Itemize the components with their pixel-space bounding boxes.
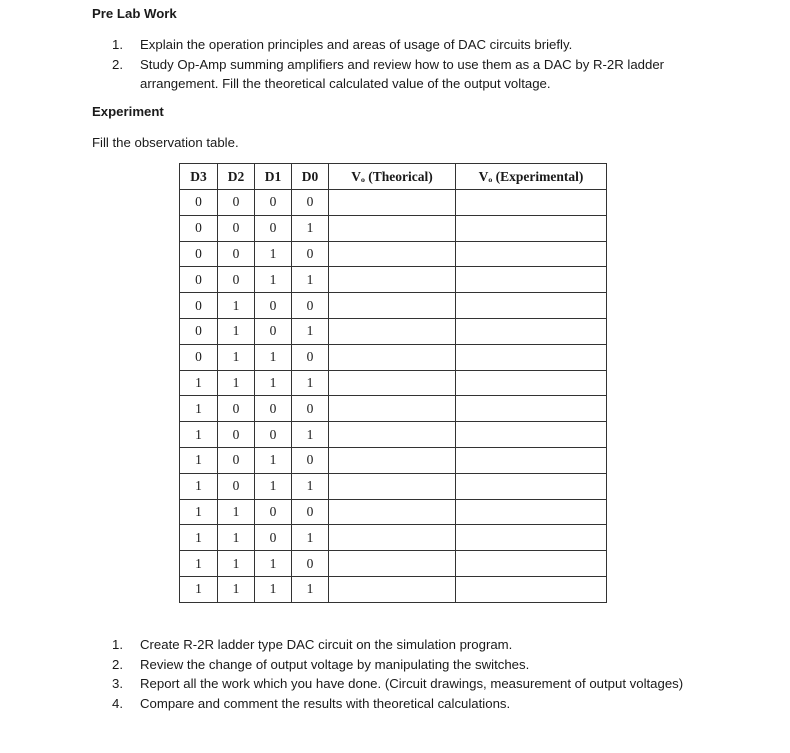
cell-d0: 0 [292, 447, 329, 473]
cell-d1: 1 [255, 241, 292, 267]
header-d2: D2 [218, 164, 255, 190]
table-row [180, 525, 607, 551]
list-number: 4. [112, 695, 123, 711]
cell-vo-theorical[interactable] [329, 473, 456, 499]
cell-d0: 1 [292, 370, 329, 396]
cell-d2: 0 [218, 473, 255, 499]
cell-d1: 1 [255, 344, 292, 370]
list-number: 3. [112, 676, 123, 691]
cell-d2: 0 [218, 267, 255, 293]
table-body [180, 190, 607, 603]
cell-d1: 0 [255, 190, 292, 216]
cell-d0: 0 [292, 396, 329, 422]
cell-vo-experimental[interactable] [456, 370, 607, 396]
list-text: Create R-2R ladder type DAC circuit on the simulation program. [140, 637, 513, 652]
list-item [112, 35, 712, 55]
table-row [180, 215, 607, 241]
list-number: 1. [112, 637, 123, 652]
list-number: 2. [112, 56, 123, 72]
cell-vo-theorical[interactable] [329, 370, 456, 396]
list-item [112, 674, 712, 694]
cell-d3: 1 [180, 551, 218, 577]
procedure-list [112, 635, 712, 713]
cell-d1: 0 [255, 215, 292, 241]
cell-vo-theorical[interactable] [329, 241, 456, 267]
cell-d3: 1 [180, 422, 218, 448]
cell-vo-experimental[interactable] [456, 525, 607, 551]
cell-d0: 1 [292, 576, 329, 602]
cell-vo-experimental[interactable] [456, 190, 607, 216]
cell-d1: 1 [255, 447, 292, 473]
cell-d1: 1 [255, 267, 292, 293]
cell-d1: 0 [255, 499, 292, 525]
cell-d2: 1 [218, 551, 255, 577]
table-row [180, 473, 607, 499]
cell-d2: 0 [218, 396, 255, 422]
cell-d2: 1 [218, 576, 255, 602]
cell-d2: 1 [218, 318, 255, 344]
cell-d3: 1 [180, 576, 218, 602]
cell-vo-experimental[interactable] [456, 215, 607, 241]
cell-d2: 0 [218, 422, 255, 448]
cell-vo-experimental[interactable] [456, 396, 607, 422]
cell-d2: 0 [218, 241, 255, 267]
cell-d1: 1 [255, 576, 292, 602]
cell-d2: 1 [218, 499, 255, 525]
cell-vo-experimental[interactable] [456, 318, 607, 344]
cell-vo-experimental[interactable] [456, 241, 607, 267]
cell-d3: 0 [180, 241, 218, 267]
cell-d2: 1 [218, 370, 255, 396]
table-row [180, 576, 607, 602]
cell-d3: 0 [180, 318, 218, 344]
list-text: Review the change of output voltage by manipulating the switches. [140, 656, 530, 672]
cell-d0: 0 [292, 293, 329, 319]
list-number: 2. [112, 656, 123, 672]
cell-d1: 1 [255, 473, 292, 499]
cell-d0: 0 [292, 241, 329, 267]
table-row [180, 241, 607, 267]
cell-d1: 0 [255, 293, 292, 319]
cell-d0: 1 [292, 267, 329, 293]
table-row [180, 344, 607, 370]
observation-table [179, 163, 607, 603]
cell-d0: 0 [292, 551, 329, 577]
cell-vo-experimental[interactable] [456, 422, 607, 448]
table-header-row [180, 164, 607, 190]
cell-d1: 0 [255, 525, 292, 551]
cell-vo-theorical[interactable] [329, 215, 456, 241]
cell-vo-experimental[interactable] [456, 551, 607, 577]
header-vo-experimental: Vₒ (Experimental) [456, 164, 607, 190]
prelab-list [112, 35, 712, 94]
cell-vo-theorical[interactable] [329, 190, 456, 216]
list-text: Compare and comment the results with theoretical calculations. [140, 695, 511, 711]
table-row [180, 190, 607, 216]
list-item [112, 55, 712, 94]
cell-vo-experimental[interactable] [456, 293, 607, 319]
cell-d0: 0 [292, 190, 329, 216]
list-item [112, 694, 712, 714]
cell-d3: 1 [180, 396, 218, 422]
cell-vo-experimental[interactable] [456, 576, 607, 602]
cell-d2: 0 [218, 447, 255, 473]
cell-d3: 1 [180, 499, 218, 525]
cell-d3: 0 [180, 215, 218, 241]
cell-d0: 1 [292, 318, 329, 344]
cell-d0: 1 [292, 215, 329, 241]
list-text: Explain the operation principles and areas of usage of DAC circuits briefly. [140, 37, 573, 52]
cell-d3: 1 [180, 447, 218, 473]
cell-vo-theorical[interactable] [329, 318, 456, 344]
cell-d2: 0 [218, 190, 255, 216]
experiment-heading: Experiment [92, 104, 164, 119]
cell-d1: 1 [255, 551, 292, 577]
table-row [180, 551, 607, 577]
header-d3: D3 [180, 164, 218, 190]
cell-vo-theorical[interactable] [329, 447, 456, 473]
cell-d1: 0 [255, 422, 292, 448]
cell-d3: 0 [180, 190, 218, 216]
table-row [180, 447, 607, 473]
cell-d0: 1 [292, 473, 329, 499]
cell-vo-experimental[interactable] [456, 344, 607, 370]
cell-d1: 0 [255, 318, 292, 344]
prelab-heading: Pre Lab Work [92, 6, 177, 21]
header-d1: D1 [255, 164, 292, 190]
cell-vo-theorical[interactable] [329, 576, 456, 602]
experiment-intro: Fill the observation table. [92, 135, 239, 150]
cell-d3: 0 [180, 267, 218, 293]
cell-vo-experimental[interactable] [456, 473, 607, 499]
table-row [180, 318, 607, 344]
cell-d0: 0 [292, 499, 329, 525]
header-d0: D0 [292, 164, 329, 190]
list-item [112, 635, 712, 655]
list-text: Report all the work which you have done. (Circuit drawings, measurement of output voltages) [140, 676, 684, 691]
cell-d0: 1 [292, 525, 329, 551]
cell-vo-experimental[interactable] [456, 267, 607, 293]
cell-d3: 1 [180, 525, 218, 551]
cell-d0: 1 [292, 422, 329, 448]
cell-d1: 1 [255, 370, 292, 396]
cell-vo-theorical[interactable] [329, 344, 456, 370]
cell-d2: 1 [218, 344, 255, 370]
cell-d1: 0 [255, 396, 292, 422]
table-row [180, 293, 607, 319]
header-vo-theorical: Vₒ (Theorical) [329, 164, 456, 190]
list-text: Study Op-Amp summing amplifiers and review how to use them as a DAC by R-2R ladder arrangement. Fill the theoretical calculated value of the output voltage. [140, 56, 665, 91]
table-row [180, 396, 607, 422]
cell-vo-theorical[interactable] [329, 551, 456, 577]
cell-vo-experimental[interactable] [456, 447, 607, 473]
cell-d0: 0 [292, 344, 329, 370]
table-row [180, 422, 607, 448]
cell-d2: 0 [218, 215, 255, 241]
cell-vo-theorical[interactable] [329, 293, 456, 319]
list-number: 1. [112, 37, 123, 52]
cell-vo-theorical[interactable] [329, 499, 456, 525]
cell-d2: 1 [218, 293, 255, 319]
cell-vo-theorical[interactable] [329, 396, 456, 422]
table-row [180, 499, 607, 525]
cell-vo-experimental[interactable] [456, 499, 607, 525]
cell-vo-theorical[interactable] [329, 267, 456, 293]
cell-d3: 0 [180, 293, 218, 319]
cell-d2: 1 [218, 525, 255, 551]
cell-d3: 0 [180, 344, 218, 370]
cell-vo-theorical[interactable] [329, 422, 456, 448]
cell-vo-theorical[interactable] [329, 525, 456, 551]
table-row [180, 267, 607, 293]
cell-d3: 1 [180, 473, 218, 499]
list-item [112, 655, 712, 675]
cell-d3: 1 [180, 370, 218, 396]
table-row [180, 370, 607, 396]
